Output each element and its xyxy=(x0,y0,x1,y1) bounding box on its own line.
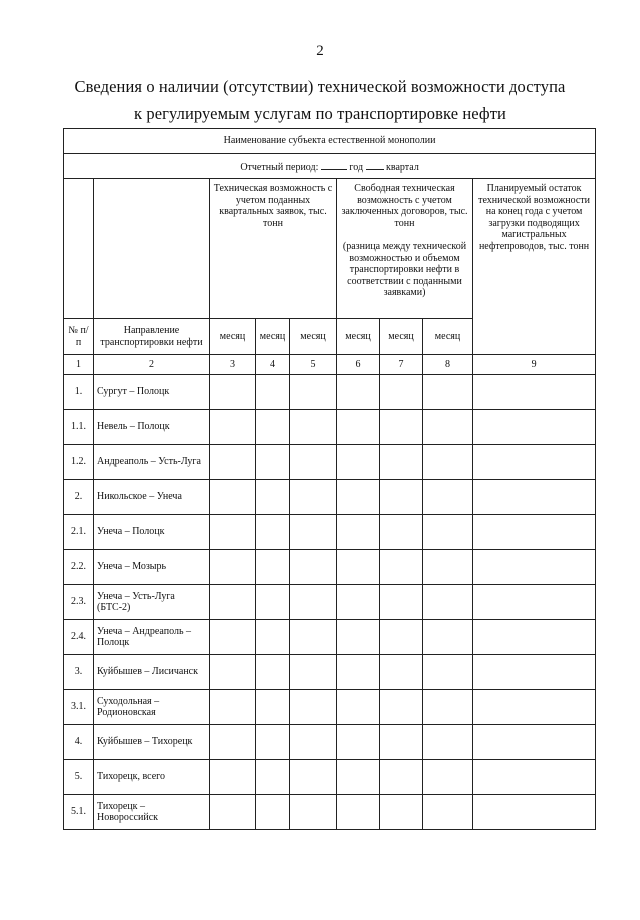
value-cell[interactable] xyxy=(423,515,473,550)
value-cell[interactable] xyxy=(473,655,596,690)
value-cell[interactable] xyxy=(290,760,337,795)
row-direction: Унеча – Андреаполь – Полоцк xyxy=(94,620,210,655)
value-cell[interactable] xyxy=(290,725,337,760)
column-number: 6 xyxy=(337,355,380,375)
table-row xyxy=(64,445,596,480)
value-cell[interactable] xyxy=(256,690,290,725)
value-cell[interactable] xyxy=(423,690,473,725)
value-cell[interactable] xyxy=(337,725,380,760)
row-direction: Унеча – Полоцк xyxy=(94,515,210,550)
value-cell[interactable] xyxy=(256,375,290,410)
row-direction: Андреаполь – Усть-Луга xyxy=(94,445,210,480)
value-cell[interactable] xyxy=(380,795,423,830)
value-cell[interactable] xyxy=(473,480,596,515)
value-cell[interactable] xyxy=(337,375,380,410)
value-cell[interactable] xyxy=(423,620,473,655)
row-direction: Сургут – Полоцк xyxy=(94,375,210,410)
year-blank xyxy=(321,159,347,170)
value-cell[interactable] xyxy=(210,690,256,725)
value-cell[interactable] xyxy=(290,795,337,830)
table-row xyxy=(64,795,596,830)
column-number: 9 xyxy=(473,355,596,375)
month-header-4: месяц xyxy=(256,319,290,355)
value-cell[interactable] xyxy=(380,620,423,655)
value-cell[interactable] xyxy=(290,375,337,410)
month-header-7: месяц xyxy=(380,319,423,355)
row-number: 2. xyxy=(64,480,94,515)
value-cell[interactable] xyxy=(210,795,256,830)
col-number-header: № п/п xyxy=(64,319,94,355)
column-number: 4 xyxy=(256,355,290,375)
row-direction: Тихорецк – Новороссийск xyxy=(94,795,210,830)
value-cell[interactable] xyxy=(423,655,473,690)
value-cell[interactable] xyxy=(380,655,423,690)
row-direction: Унеча – Усть-Луга (БТС-2) xyxy=(94,585,210,620)
value-cell[interactable] xyxy=(290,585,337,620)
value-cell[interactable] xyxy=(423,725,473,760)
value-cell[interactable] xyxy=(423,795,473,830)
group-planned-remainder: Планируемый остаток технической возможности на конец года с учетом загрузки подводящих магистральных нефтепроводов, тыс. тонн xyxy=(473,179,596,355)
value-cell[interactable] xyxy=(423,480,473,515)
value-cell[interactable] xyxy=(210,480,256,515)
column-number: 2 xyxy=(94,355,210,375)
column-number: 7 xyxy=(380,355,423,375)
value-cell[interactable] xyxy=(256,445,290,480)
value-cell[interactable] xyxy=(337,480,380,515)
capacity-table xyxy=(63,128,596,830)
row-number: 1.1. xyxy=(64,410,94,445)
row-direction: Никольское – Унеча xyxy=(94,480,210,515)
table-row xyxy=(64,515,596,550)
value-cell[interactable] xyxy=(290,655,337,690)
period-quarter-label: квартал xyxy=(386,161,419,173)
value-cell[interactable] xyxy=(210,375,256,410)
value-cell[interactable] xyxy=(290,410,337,445)
value-cell[interactable] xyxy=(380,725,423,760)
value-cell[interactable] xyxy=(256,550,290,585)
value-cell[interactable] xyxy=(473,690,596,725)
value-cell[interactable] xyxy=(290,445,337,480)
value-cell[interactable] xyxy=(473,445,596,480)
period-year-label: год xyxy=(349,161,364,173)
value-cell[interactable] xyxy=(423,445,473,480)
value-cell[interactable] xyxy=(210,585,256,620)
quarter-blank xyxy=(366,159,384,170)
free-capacity-text: Свободная техническая возможность с учетом заключенных договоров, тыс. тонн xyxy=(341,183,468,229)
value-cell[interactable] xyxy=(210,760,256,795)
row-direction: Суходольная – Родионовская xyxy=(94,690,210,725)
value-cell[interactable] xyxy=(380,515,423,550)
table-row xyxy=(64,725,596,760)
header-blank-no xyxy=(64,179,94,319)
value-cell[interactable] xyxy=(290,480,337,515)
value-cell[interactable] xyxy=(473,725,596,760)
header-blank-direction xyxy=(94,179,210,319)
month-header-6: месяц xyxy=(337,319,380,355)
reporting-period-row xyxy=(64,154,596,179)
page-number: 2 xyxy=(316,43,324,59)
value-cell[interactable] xyxy=(256,480,290,515)
value-cell[interactable] xyxy=(290,620,337,655)
group-free-capacity xyxy=(337,179,473,319)
row-number: 3. xyxy=(64,655,94,690)
value-cell[interactable] xyxy=(210,410,256,445)
value-cell[interactable] xyxy=(256,515,290,550)
table-row xyxy=(64,585,596,620)
value-cell[interactable] xyxy=(473,585,596,620)
value-cell[interactable] xyxy=(423,760,473,795)
row-number: 1. xyxy=(64,375,94,410)
value-cell[interactable] xyxy=(337,795,380,830)
value-cell[interactable] xyxy=(380,375,423,410)
value-cell[interactable] xyxy=(473,375,596,410)
value-cell[interactable] xyxy=(473,550,596,585)
value-cell[interactable] xyxy=(473,795,596,830)
row-number: 2.3. xyxy=(64,585,94,620)
row-direction: Куйбышев – Тихорецк xyxy=(94,725,210,760)
value-cell[interactable] xyxy=(256,760,290,795)
row-direction: Невель – Полоцк xyxy=(94,410,210,445)
value-cell[interactable] xyxy=(423,585,473,620)
value-cell[interactable] xyxy=(256,410,290,445)
column-number-row xyxy=(64,355,596,375)
column-number: 8 xyxy=(423,355,473,375)
table-row xyxy=(64,655,596,690)
value-cell[interactable] xyxy=(210,445,256,480)
value-cell[interactable] xyxy=(256,725,290,760)
value-cell[interactable] xyxy=(337,620,380,655)
value-cell[interactable] xyxy=(210,655,256,690)
value-cell[interactable] xyxy=(210,515,256,550)
column-number: 1 xyxy=(64,355,94,375)
row-number: 2.4. xyxy=(64,620,94,655)
value-cell[interactable] xyxy=(380,690,423,725)
value-cell[interactable] xyxy=(380,550,423,585)
row-number: 2.2. xyxy=(64,550,94,585)
value-cell[interactable] xyxy=(423,375,473,410)
row-number: 5. xyxy=(64,760,94,795)
row-direction: Тихорецк, всего xyxy=(94,760,210,795)
value-cell[interactable] xyxy=(423,550,473,585)
value-cell[interactable] xyxy=(473,410,596,445)
column-number: 5 xyxy=(290,355,337,375)
month-header-8: месяц xyxy=(423,319,473,355)
value-cell[interactable] xyxy=(256,655,290,690)
table-row xyxy=(64,760,596,795)
value-cell[interactable] xyxy=(337,655,380,690)
value-cell[interactable] xyxy=(256,585,290,620)
value-cell[interactable] xyxy=(337,515,380,550)
row-direction: Куйбышев – Лисичанск xyxy=(94,655,210,690)
value-cell[interactable] xyxy=(210,620,256,655)
value-cell[interactable] xyxy=(290,690,337,725)
column-number: 3 xyxy=(210,355,256,375)
table-row xyxy=(64,410,596,445)
value-cell[interactable] xyxy=(290,550,337,585)
value-cell[interactable] xyxy=(210,550,256,585)
value-cell[interactable] xyxy=(337,585,380,620)
row-number: 4. xyxy=(64,725,94,760)
value-cell[interactable] xyxy=(473,515,596,550)
value-cell[interactable] xyxy=(337,690,380,725)
value-cell[interactable] xyxy=(423,410,473,445)
value-cell[interactable] xyxy=(337,410,380,445)
value-cell[interactable] xyxy=(210,725,256,760)
value-cell[interactable] xyxy=(380,480,423,515)
table-row xyxy=(64,480,596,515)
table-row xyxy=(64,690,596,725)
value-cell[interactable] xyxy=(380,410,423,445)
entity-name-row: Наименование субъекта естественной монополии xyxy=(64,129,596,154)
row-number: 2.1. xyxy=(64,515,94,550)
value-cell[interactable] xyxy=(380,445,423,480)
table-row xyxy=(64,550,596,585)
free-capacity-note: (разница между технической возможностью и объемом транспортировки нефти в соответствии с поданными заявками) xyxy=(342,241,467,298)
document-title-line-1: Сведения о наличии (отсутствии) технической возможности доступа xyxy=(74,77,566,96)
group-tech-capacity: Техническая возможность с учетом поданных квартальных заявок, тыс. тонн xyxy=(210,179,337,319)
value-cell[interactable] xyxy=(337,550,380,585)
value-cell[interactable] xyxy=(337,760,380,795)
month-header-5: месяц xyxy=(290,319,337,355)
table-row xyxy=(64,620,596,655)
value-cell[interactable] xyxy=(290,515,337,550)
value-cell[interactable] xyxy=(256,795,290,830)
value-cell[interactable] xyxy=(473,620,596,655)
row-number: 5.1. xyxy=(64,795,94,830)
month-header-3: месяц xyxy=(210,319,256,355)
value-cell[interactable] xyxy=(380,760,423,795)
col-direction-header: Направление транспортировки нефти xyxy=(94,319,210,355)
row-number: 1.2. xyxy=(64,445,94,480)
row-direction: Унеча – Мозырь xyxy=(94,550,210,585)
value-cell[interactable] xyxy=(256,620,290,655)
value-cell[interactable] xyxy=(337,445,380,480)
value-cell[interactable] xyxy=(473,760,596,795)
table-row xyxy=(64,375,596,410)
value-cell[interactable] xyxy=(380,585,423,620)
row-number: 3.1. xyxy=(64,690,94,725)
document-title-line-2: к регулируемым услугам по транспортировке нефти xyxy=(134,104,506,123)
period-label: Отчетный период: xyxy=(240,161,319,173)
